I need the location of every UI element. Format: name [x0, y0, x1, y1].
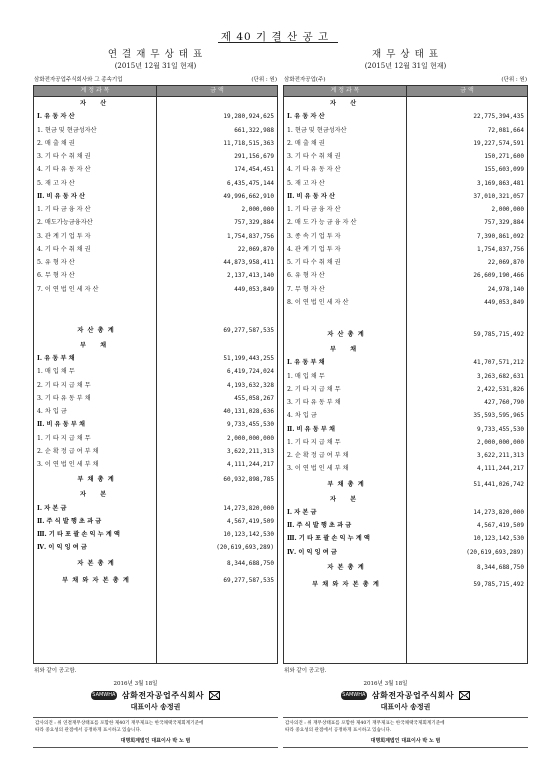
audit-opinion	[283, 717, 528, 748]
account-label: 5. 재 고 자 산	[287, 179, 325, 187]
table-row	[34, 190, 277, 203]
account-label: Ⅱ. 비 유 동 자 산	[37, 192, 86, 200]
table-row	[284, 383, 527, 396]
table-row	[284, 110, 527, 123]
amount-value: 7,390,861,092	[477, 232, 524, 240]
account-label: 1. 현금 및 현금성자산	[287, 126, 347, 134]
amount-value: 4,111,244,217	[477, 465, 524, 473]
amount-value: 51,199,443,255	[223, 355, 274, 362]
amount-value: 4,111,244,217	[227, 461, 274, 468]
balance-table	[33, 85, 278, 664]
unit-label: (단위 : 원)	[251, 77, 277, 83]
account-label: 자 산 총 계	[327, 331, 365, 338]
account-label: Ⅲ. 기 타 포 괄 손 익 누 계 액	[37, 531, 120, 538]
amount-value: 455,058,267	[234, 394, 274, 402]
amount-value: 4,567,419,509	[227, 517, 274, 525]
account-label: Ⅰ. 자 본 금	[287, 508, 317, 516]
table-row	[34, 528, 277, 541]
table-row	[34, 150, 277, 163]
amount-value: 2,000,000,000	[227, 434, 274, 442]
audit-line: 감사의견 : 위 재무상태표를 포함한 제40기 재무제표는 한국채택국제회계기준에	[285, 721, 445, 726]
table-row	[34, 352, 277, 365]
header-amount: 금 액	[460, 87, 474, 94]
company-signature	[33, 689, 278, 701]
table-row	[34, 216, 277, 229]
table-row	[34, 243, 277, 256]
account-label: Ⅰ. 유 동 자 산	[37, 113, 75, 121]
table-row	[34, 502, 277, 515]
account-label: Ⅰ. 유 동 자 산	[287, 113, 325, 121]
amount-value: 757,329,884	[484, 219, 524, 227]
amount-value	[155, 339, 277, 352]
table-row	[284, 409, 527, 422]
ceo-name: 대표이사 송정권	[380, 702, 431, 711]
account-label: 3. 기 타 수 취 채 권	[37, 153, 91, 160]
account-label: Ⅰ. 자 본 금	[37, 504, 67, 512]
amount-value: 26,609,190,466	[473, 272, 524, 280]
table-row	[34, 365, 277, 378]
account-label: 3. 기 타 유 동 부 채	[287, 399, 341, 406]
notice-note: 위와 같이 공고함.	[34, 668, 77, 674]
ceo-name: 대표이사 송정권	[130, 702, 181, 711]
sheet-date: (2015년 12월 31일 현재)	[114, 62, 197, 70]
amount-value: 449,053,849	[234, 285, 274, 293]
amount-value	[155, 488, 277, 501]
table-row	[34, 177, 277, 190]
total-row	[34, 471, 277, 488]
account-label: 2. 매 도 가 능 금 융 자 산	[287, 219, 357, 227]
total-row	[284, 576, 527, 593]
amount-value: 449,053,849	[484, 298, 524, 306]
amount-value: 44,873,958,411	[223, 259, 274, 266]
total-row	[34, 555, 277, 572]
account-label: Ⅱ. 비 유 동 자 산	[287, 192, 336, 200]
account-label: Ⅳ. 이 익 잉 여 금	[287, 548, 337, 556]
table-row	[34, 305, 277, 322]
separate-balance-sheet	[283, 49, 528, 748]
amount-value: 2,137,413,140	[227, 272, 274, 280]
table-row	[34, 137, 277, 150]
account-label: Ⅱ. 비 유 동 부 채	[37, 421, 86, 429]
account-label: 부 채 총 계	[77, 476, 115, 484]
company-logo: SAMWHA	[342, 691, 366, 698]
sheet-title: 재 무 상 태 표	[372, 49, 439, 60]
amount-value: 40,131,028,636	[223, 408, 274, 415]
table-row	[34, 445, 277, 458]
amount-value: 37,010,321,057	[473, 192, 524, 200]
table-row	[284, 506, 527, 519]
account-label: 7. 이 연 법 인 세 자 산	[37, 285, 99, 293]
amount-value: 8,344,688,750	[477, 563, 524, 571]
amount-value: 49,996,662,910	[223, 192, 274, 200]
company-signature	[283, 689, 528, 701]
account-label: 부 채	[329, 346, 363, 353]
account-label: 2. 기 타 지 급 채 무	[287, 385, 341, 393]
audit-opinion	[33, 717, 278, 748]
unit-label: (단위 : 원)	[501, 77, 527, 83]
section-header-row	[34, 97, 277, 110]
amount-value	[405, 493, 527, 506]
amount-value: 9,733,455,530	[477, 425, 524, 433]
amount-value: 8,344,688,750	[227, 559, 274, 567]
table-header	[284, 86, 527, 97]
account-label: 1. 기 타 지 급 채 무	[37, 434, 91, 442]
table-row	[284, 137, 527, 150]
seal-icon	[209, 691, 220, 700]
account-label: 4. 기 타 수 취 채 권	[37, 245, 91, 253]
company-logo: SAMWHA	[92, 691, 116, 698]
account-label: 부 채 와 자 본 총 계	[312, 580, 380, 588]
total-row	[284, 559, 527, 576]
account-label: 자 본 총 계	[77, 559, 115, 567]
section-header-row	[284, 97, 527, 110]
table-row	[34, 405, 277, 418]
account-label: Ⅱ. 비 유 동 부 채	[287, 425, 336, 433]
account-label: 2. 매 출 채 권	[287, 139, 325, 147]
amount-value: (20,619,693,289)	[216, 544, 274, 552]
table-row	[34, 163, 277, 176]
account-label: 2. 기 타 지 급 채 무	[37, 381, 91, 389]
table-row	[284, 423, 527, 436]
table-row	[284, 532, 527, 545]
amount-value: 19,280,924,625	[223, 113, 274, 121]
sheet-meta	[283, 76, 528, 85]
amount-value	[405, 343, 527, 356]
amount-value: 2,422,531,826	[477, 385, 524, 393]
header-item: 계 정 과 목	[284, 86, 407, 96]
account-label: 2. 순 확 정 급 여 부 채	[287, 452, 349, 459]
account-label: 3. 이 연 법 인 세 부 채	[287, 465, 349, 473]
table-row	[284, 462, 527, 475]
amount-value: 72,081,664	[487, 126, 524, 134]
company-label: 삼화전자공업주식회사와 그 종속기업	[34, 77, 123, 83]
table-row	[284, 370, 527, 383]
notice-title: 제 40 기 결 산 공 고	[220, 31, 330, 43]
amount-value: 59,785,715,492	[473, 331, 524, 338]
table-header	[34, 86, 277, 97]
amount-value	[405, 97, 527, 110]
account-label: 자 산	[329, 100, 363, 107]
account-label: 4. 차 입 금	[287, 412, 317, 420]
amount-value: 9,733,455,530	[227, 421, 274, 429]
table-body	[284, 97, 527, 663]
table-row	[284, 216, 527, 229]
table-row	[284, 150, 527, 163]
amount-value: 757,329,884	[234, 219, 274, 227]
table-row	[284, 283, 527, 296]
amount-value: 35,593,595,965	[473, 412, 524, 420]
account-label: 1. 기 타 금 융 자 산	[287, 206, 341, 213]
amount-value: 14,273,820,000	[223, 504, 274, 512]
amount-value: 22,069,870	[237, 245, 274, 253]
amount-value: 3,169,863,481	[477, 179, 524, 187]
amount-value: 155,603,099	[484, 166, 524, 174]
table-row	[284, 519, 527, 532]
account-label: 자 본	[329, 495, 363, 503]
amount-value: 10,123,142,530	[473, 535, 524, 543]
amount-value: 59,785,715,492	[473, 580, 524, 588]
account-label: Ⅲ. 기 타 포 괄 손 익 누 계 액	[287, 535, 370, 543]
table-row	[284, 163, 527, 176]
account-label: 2. 매도가능금융자산	[37, 219, 93, 227]
table-row	[34, 541, 277, 554]
audit-firm: 대명회계법인 대표이사 박 노 범	[370, 738, 441, 744]
table-row	[284, 256, 527, 269]
amount-value: 4,193,632,328	[227, 381, 274, 389]
table-row	[34, 256, 277, 269]
table-row	[34, 283, 277, 296]
title-underline	[218, 42, 338, 43]
account-label: 1. 현금 및 현금성자산	[37, 126, 97, 134]
notice-note: 위와 같이 공고함.	[284, 668, 327, 674]
account-label: 3. 기 타 유 동 부 채	[37, 394, 91, 402]
table-row	[34, 296, 277, 305]
table-row	[284, 546, 527, 559]
amount-value: 51,441,026,742	[473, 480, 524, 488]
amount-value: 22,069,870	[487, 259, 524, 266]
amount-value: 19,227,574,591	[473, 139, 524, 147]
header-item: 계 정 과 목	[34, 86, 157, 96]
table-row	[284, 230, 527, 243]
consolidated-balance-sheet	[33, 49, 278, 748]
account-label: 자 산 총 계	[77, 326, 115, 334]
company-label: 삼화전자공업(주)	[284, 77, 326, 83]
table-row	[284, 203, 527, 216]
table-row	[34, 379, 277, 392]
account-label: 4. 차 입 금	[37, 408, 67, 415]
amount-value: 1,754,837,756	[227, 232, 274, 240]
table-row	[284, 269, 527, 282]
account-label: 자 본 총 계	[327, 563, 365, 571]
account-label: 5. 유 형 자 산	[37, 259, 75, 266]
account-label: 5. 재 고 자 산	[37, 179, 75, 187]
total-row	[34, 572, 277, 589]
account-label: 자 본	[79, 491, 113, 499]
table-row	[284, 124, 527, 137]
signature-date: 2016년 3월 18일	[113, 681, 158, 687]
table-row	[34, 110, 277, 123]
account-label: Ⅱ. 주 식 발 행 초 과 금	[287, 522, 352, 529]
amount-value: 60,932,898,785	[223, 476, 274, 484]
amount-value: 1,754,837,756	[477, 245, 524, 253]
amount-value: 150,271,600	[484, 153, 524, 160]
account-label: 1. 기 타 지 급 채 무	[287, 438, 341, 446]
account-label: 부 채 와 자 본 총 계	[62, 576, 130, 584]
amount-value: 3,622,211,313	[227, 447, 274, 455]
amount-value: 2,000,000	[491, 206, 524, 213]
table-row	[34, 432, 277, 445]
audit-line: 따라 중요성의 관점에서 공정하게 표시하고 있습니다.	[35, 728, 142, 733]
table-row	[34, 230, 277, 243]
table-row	[284, 396, 527, 409]
account-label: 부 채 총 계	[327, 480, 365, 488]
sheet-title: 연 결 재 무 상 태 표	[107, 49, 204, 60]
section-header-row	[34, 339, 277, 352]
table-row	[34, 269, 277, 282]
table-row	[34, 203, 277, 216]
amount-value: 10,123,142,530	[223, 531, 274, 538]
company-name: 삼화전자공업주식회사	[371, 689, 455, 700]
account-label: 3. 종 속 기 업 투 자	[287, 232, 341, 240]
section-header-row	[34, 488, 277, 501]
amount-value	[155, 97, 277, 110]
section-header-row	[284, 343, 527, 356]
table-row	[284, 436, 527, 449]
seal-icon	[459, 691, 470, 700]
total-row	[284, 476, 527, 493]
balance-table	[283, 85, 528, 664]
table-row	[284, 243, 527, 256]
header-amount: 금 액	[210, 87, 224, 94]
account-label: Ⅰ. 유 동 부 채	[287, 359, 325, 367]
table-row	[34, 418, 277, 431]
account-label: Ⅱ. 주 식 발 행 초 과 금	[37, 517, 102, 525]
account-label: 4. 기 타 유 동 자 산	[37, 166, 91, 174]
amount-value: 41,707,571,212	[473, 359, 524, 367]
account-label: 부 채	[79, 341, 113, 349]
account-label: 6. 무 형 자 산	[37, 272, 75, 280]
account-label: 자 산	[79, 100, 113, 107]
table-row	[284, 356, 527, 369]
account-label: 1. 기 타 금 융 자 산	[37, 206, 91, 213]
amount-value: 11,718,515,363	[223, 139, 274, 147]
account-label: 3. 관 계 기 업 투 자	[37, 232, 91, 240]
account-label: 1. 매 입 채 무	[37, 368, 75, 376]
table-row	[284, 309, 527, 326]
amount-value: (20,619,693,289)	[466, 548, 524, 556]
account-label: 4. 기 타 유 동 자 산	[287, 166, 341, 174]
amount-value: 6,435,475,144	[227, 179, 274, 187]
amount-value: 4,567,419,509	[477, 522, 524, 529]
table-body	[34, 97, 277, 663]
account-label: Ⅰ. 유 동 부 채	[37, 355, 75, 362]
account-label: 6. 유 형 자 산	[287, 272, 325, 280]
table-row	[284, 177, 527, 190]
table-row	[34, 458, 277, 471]
amount-value: 174,454,451	[234, 166, 274, 174]
amount-value: 661,322,988	[234, 126, 274, 134]
sheet-meta	[33, 76, 278, 85]
amount-value: 14,273,820,000	[473, 508, 524, 516]
amount-value: 24,978,140	[487, 285, 524, 293]
amount-value: 2,000,000,000	[477, 438, 524, 446]
table-row	[284, 449, 527, 462]
amount-value: 427,760,790	[484, 399, 524, 406]
total-row	[34, 322, 277, 339]
account-label: 4. 관 계 기 업 투 자	[287, 245, 341, 253]
amount-value: 22,775,394,435	[473, 113, 524, 121]
amount-value: 69,277,587,535	[223, 576, 274, 584]
signature-date: 2016년 3월 18일	[363, 681, 408, 687]
account-label: 3. 이 연 법 인 세 부 채	[37, 461, 99, 468]
company-name: 삼화전자공업주식회사	[121, 689, 205, 700]
amount-value: 69,277,587,535	[223, 326, 274, 334]
table-row	[34, 392, 277, 405]
account-label: 2. 순 확 정 급 여 부 채	[37, 447, 99, 455]
amount-value: 3,263,682,631	[477, 372, 524, 380]
account-label: 7. 무 형 자 산	[287, 285, 325, 293]
account-label: 1. 매 입 채 무	[287, 372, 325, 380]
section-header-row	[284, 493, 527, 506]
account-label: 5. 기 타 수 취 채 권	[287, 259, 341, 266]
amount-value: 6,419,724,024	[227, 368, 274, 376]
amount-value: 2,000,000	[241, 206, 274, 213]
amount-value: 291,156,679	[234, 153, 274, 160]
table-row	[284, 190, 527, 203]
table-row	[284, 296, 527, 309]
audit-line: 따라 중요성의 관점에서 공정하게 표시하고 있습니다.	[285, 728, 392, 733]
audit-firm: 대명회계법인 대표이사 박 노 범	[120, 738, 191, 744]
table-row	[34, 515, 277, 528]
amount-value: 3,622,211,313	[477, 452, 524, 459]
account-label: 2. 매 출 채 권	[37, 139, 75, 147]
account-label: 8. 이 연 법 인 세 자 산	[287, 298, 349, 306]
account-label: Ⅳ. 이 익 잉 여 금	[37, 544, 87, 552]
table-row	[34, 124, 277, 137]
audit-line: 감사의견 : 위 연결재무상태표를 포함한 제40기 재무제표는 한국채택국제회계기준에	[35, 721, 204, 726]
sheet-date: (2015년 12월 31일 현재)	[364, 62, 447, 70]
account-label: 3. 기 타 수 취 채 권	[287, 153, 341, 160]
total-row	[284, 326, 527, 343]
